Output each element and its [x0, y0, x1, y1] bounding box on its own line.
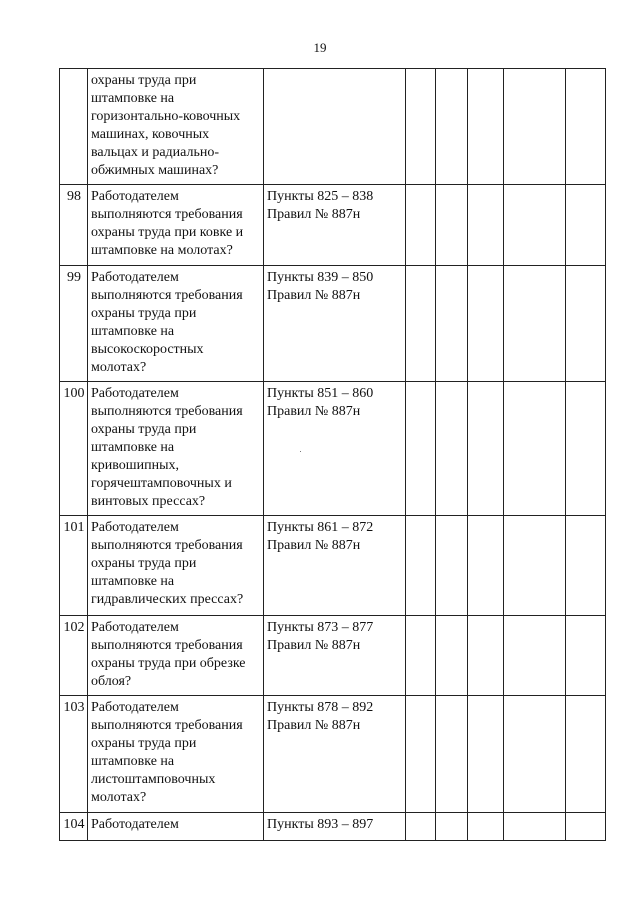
answer-cell — [566, 813, 606, 841]
table-row — [60, 813, 606, 841]
reference-text: Пункты 839 – 850 Правил № 887н — [264, 266, 406, 382]
reference-text: Пункты 861 – 872 Правил № 887н — [264, 516, 406, 616]
checklist-table — [59, 68, 606, 841]
question-text: Работодателем выполняются требования охраны труда при ковке и штамповке на молотах? — [88, 185, 264, 266]
row-number: 103 — [60, 696, 88, 813]
answer-cell — [406, 266, 436, 382]
answer-cell — [406, 813, 436, 841]
table-row — [60, 696, 606, 813]
answer-cell — [436, 266, 468, 382]
answer-cell — [436, 69, 468, 185]
answer-cell — [468, 616, 504, 696]
answer-cell — [406, 696, 436, 813]
answer-cell — [504, 516, 566, 616]
answer-cell — [566, 696, 606, 813]
answer-cell — [504, 813, 566, 841]
answer-cell — [504, 696, 566, 813]
table-row — [60, 266, 606, 382]
answer-cell — [504, 185, 566, 266]
row-number: 102 — [60, 616, 88, 696]
question-text: охраны труда при штамповке на горизонтально-ковочных машинах, ковочных вальцах и радиально- обжимных машинах? — [88, 69, 264, 185]
answer-cell — [566, 266, 606, 382]
table-row — [60, 69, 606, 185]
table-row — [60, 516, 606, 616]
answer-cell — [504, 69, 566, 185]
reference-text: Пункты 851 – 860 Правил № 887н — [264, 382, 406, 516]
answer-cell — [406, 616, 436, 696]
question-text: Работодателем — [88, 813, 264, 841]
answer-cell — [504, 266, 566, 382]
answer-cell — [566, 185, 606, 266]
answer-cell — [504, 382, 566, 516]
answer-cell — [468, 185, 504, 266]
table-row — [60, 185, 606, 266]
reference-text: Пункты 825 – 838 Правил № 887н — [264, 185, 406, 266]
answer-cell — [436, 696, 468, 813]
question-text: Работодателем выполняются требования охраны труда при штамповке на гидравлических прессах? — [88, 516, 264, 616]
row-number: 99 — [60, 266, 88, 382]
answer-cell — [468, 813, 504, 841]
reference-text: Пункты 873 – 877 Правил № 887н — [264, 616, 406, 696]
row-number: 101 — [60, 516, 88, 616]
row-number: 100 — [60, 382, 88, 516]
answer-cell — [406, 69, 436, 185]
answer-cell — [566, 516, 606, 616]
answer-cell — [468, 696, 504, 813]
row-number — [60, 69, 88, 185]
reference-text: Пункты 893 – 897 — [264, 813, 406, 841]
answer-cell — [566, 382, 606, 516]
table-row — [60, 616, 606, 696]
answer-cell — [436, 382, 468, 516]
answer-cell — [436, 516, 468, 616]
reference-text — [264, 69, 406, 185]
question-text: Работодателем выполняются требования охраны труда при штамповке на высокоскоростных молотах? — [88, 266, 264, 382]
answer-cell — [436, 185, 468, 266]
answer-cell — [504, 616, 566, 696]
table-row — [60, 382, 606, 516]
answer-cell — [468, 266, 504, 382]
scan-speck — [300, 451, 301, 452]
page-number: 19 — [313, 40, 327, 55]
answer-cell — [468, 516, 504, 616]
answer-cell — [406, 516, 436, 616]
row-number: 104 — [60, 813, 88, 841]
answer-cell — [566, 69, 606, 185]
question-text: Работодателем выполняются требования охраны труда при обрезке облоя? — [88, 616, 264, 696]
answer-cell — [566, 616, 606, 696]
reference-text: Пункты 878 – 892 Правил № 887н — [264, 696, 406, 813]
answer-cell — [436, 813, 468, 841]
answer-cell — [468, 382, 504, 516]
answer-cell — [406, 382, 436, 516]
answer-cell — [406, 185, 436, 266]
question-text: Работодателем выполняются требования охраны труда при штамповке на листоштамповочных молотах? — [88, 696, 264, 813]
row-number: 98 — [60, 185, 88, 266]
answer-cell — [468, 69, 504, 185]
question-text: Работодателем выполняются требования охраны труда при штамповке на кривошипных, горячештамповочных и винтовых прессах? — [88, 382, 264, 516]
answer-cell — [436, 616, 468, 696]
